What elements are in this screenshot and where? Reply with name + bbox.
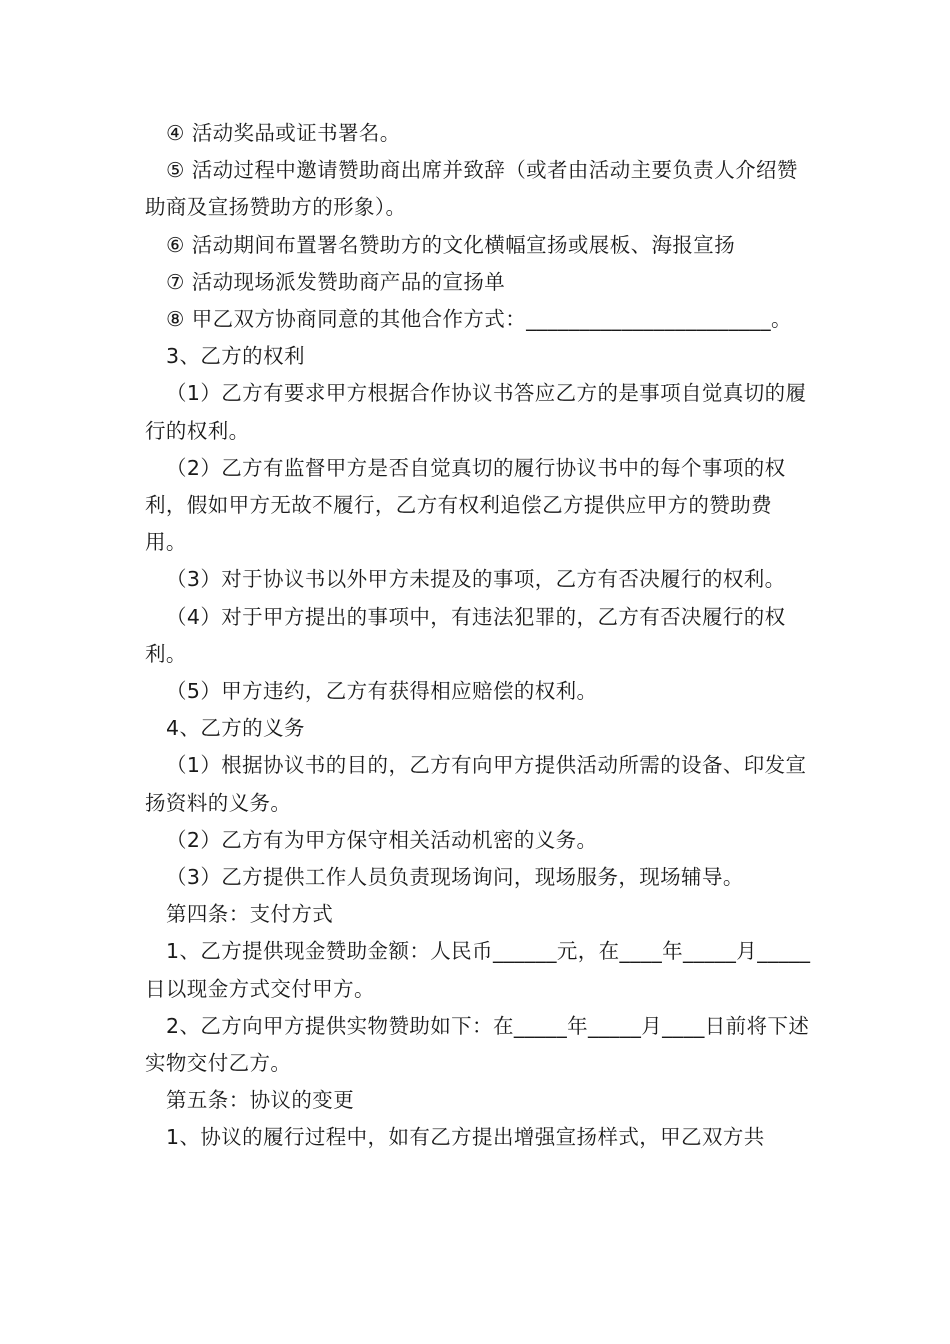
heading-party-b-obligations: 4、乙方的义务 [166, 716, 305, 741]
paragraph-rights-3: （3）对于协议书以外甲方未提及的事项，乙方有否决履行的权利。 [166, 567, 786, 592]
paragraph-obligations-3: （3）乙方提供工作人员负责现场询问，现场服务，现场辅导。 [166, 865, 744, 890]
paragraph-cooperation-6: ⑥ 活动期间布置署名赞助方的文化横幅宣扬或展板、海报宣扬 [166, 232, 736, 257]
paragraph-cooperation-4: ④ 活动奖品或证书署名。 [166, 121, 401, 145]
paragraph-obligations-2: （2）乙方有为甲方保守相关活动机密的义务。 [166, 827, 598, 852]
document-body [145, 115, 813, 1157]
paragraph-payment-1: 1、乙方提供现金赞助金额：人民币______元，在____年_____月_____日以现金方式交付甲方。 [145, 939, 811, 1001]
heading-article-5-changes: 第五条：协议的变更 [166, 1088, 355, 1113]
paragraph-payment-2: 2、乙方向甲方提供实物赞助如下：在_____年_____月____日前将下述实物交付乙方。 [145, 1013, 810, 1076]
heading-party-b-rights: 3、乙方的权利 [166, 344, 305, 369]
paragraph-obligations-1: （1）根据协议书的目的，乙方有向甲方提供活动所需的设备、印发宣扬资料的义务。 [145, 753, 807, 815]
paragraph-rights-5: （5）甲方违约，乙方有获得相应赔偿的权利。 [166, 679, 598, 704]
paragraph-rights-4: （4）对于甲方提出的事项中，有违法犯罪的，乙方有否决履行的权利。 [145, 604, 786, 666]
paragraph-cooperation-8: ⑧ 甲乙双方协商同意的其他合作方式：_______________________。 [166, 307, 792, 332]
paragraph-cooperation-5: ⑤ 活动过程中邀请赞助商出席并致辞（或者由活动主要负责人介绍赞助商及宣扬赞助方的形象）。 [145, 158, 798, 220]
paragraph-rights-1: （1）乙方有要求甲方根据合作协议书答应乙方的是事项自觉真切的履行的权利。 [145, 381, 807, 443]
heading-article-4-payment: 第四条：支付方式 [166, 902, 334, 927]
paragraph-cooperation-7: ⑦ 活动现场派发赞助商产品的宣扬单 [166, 269, 506, 294]
paragraph-rights-2: （2）乙方有监督甲方是否自觉真切的履行协议书中的每个事项的权利，假如甲方无故不履行，乙方有权利追偿乙方提供应甲方的赞助费用。 [145, 455, 786, 555]
paragraph-changes-1: 1、协议的履行过程中，如有乙方提出增强宣扬样式，甲乙双方共 [166, 1125, 765, 1150]
